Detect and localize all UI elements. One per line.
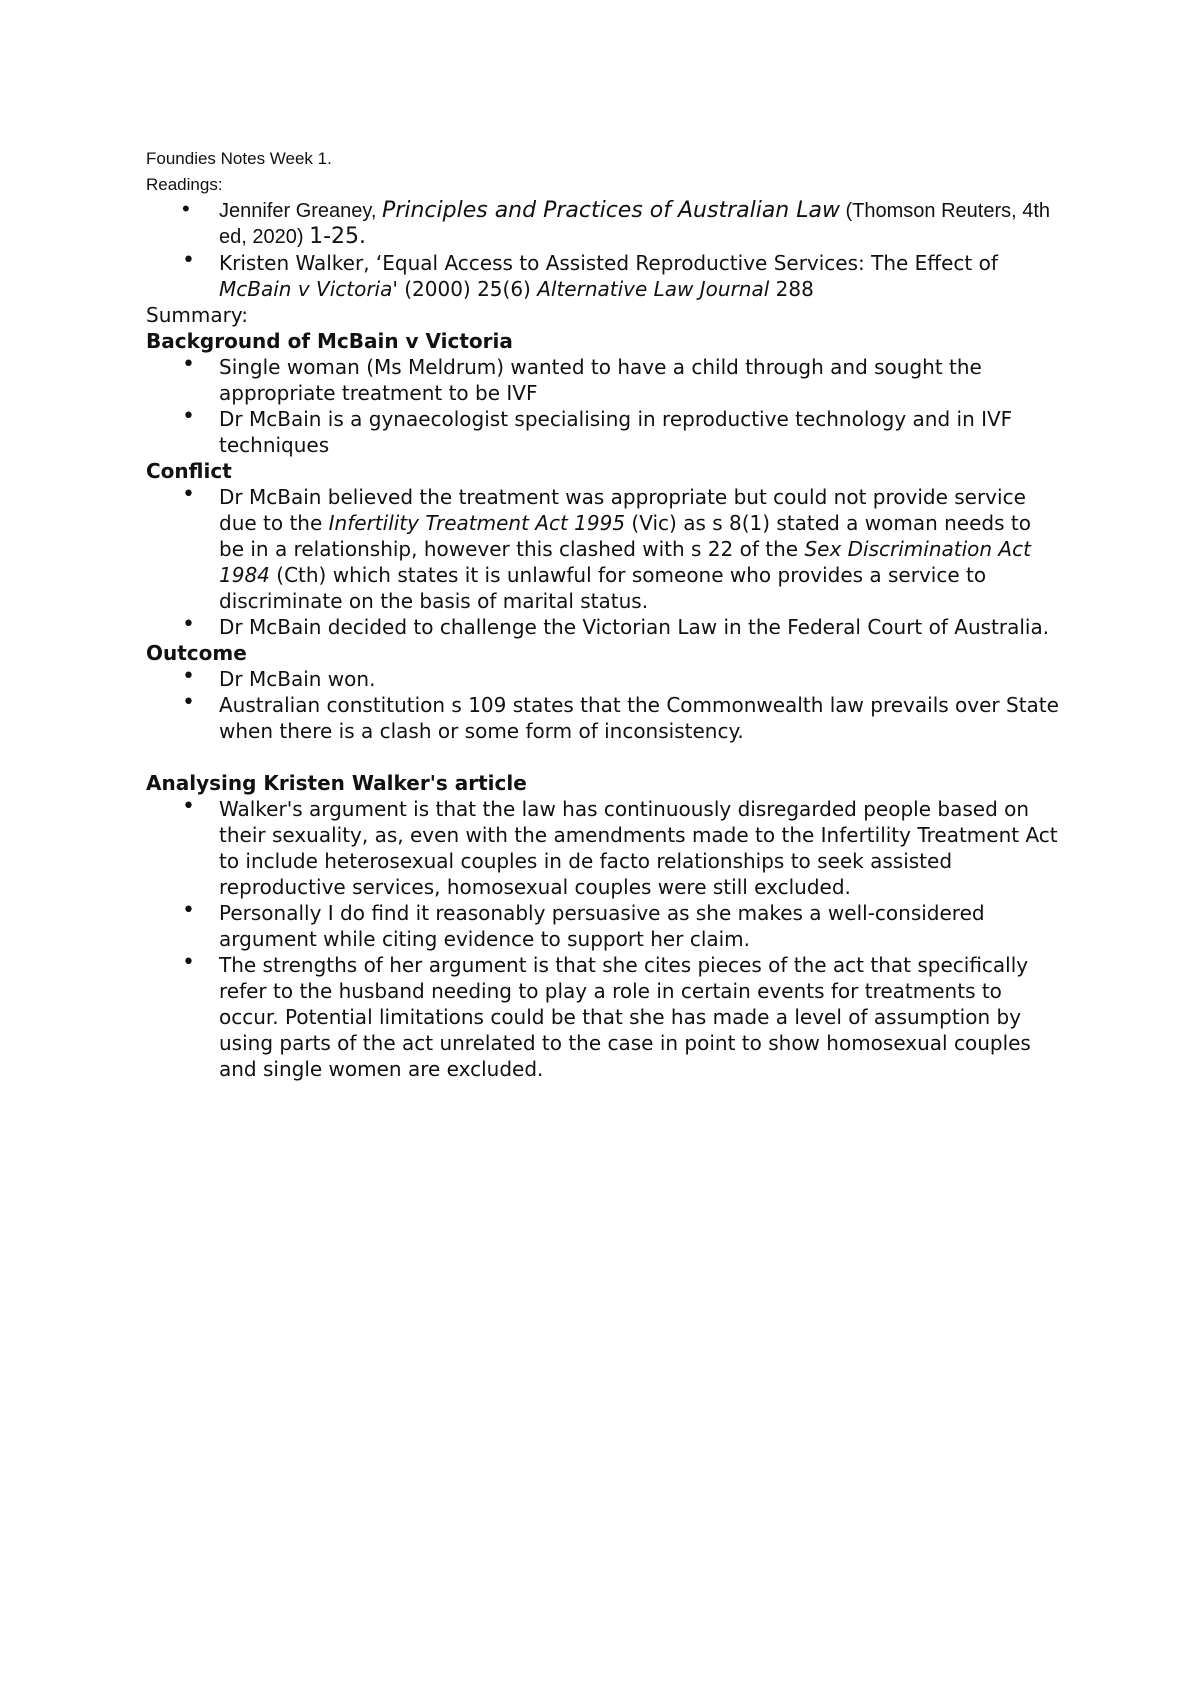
- conflict-act-sex-discrimination: Sex Discrimination Act 1984: [219, 537, 1031, 587]
- list-item: [146, 484, 1060, 614]
- conflict-text-a: Dr McBain believed the treatment was appropriate but could not provide service due to the: [219, 485, 1026, 535]
- analysis-heading: Analysing Kristen Walker's article: [146, 771, 527, 795]
- blank-line: [146, 744, 1060, 770]
- outcome-list: [146, 666, 1060, 744]
- background-list: [146, 354, 1060, 458]
- list-item: [146, 952, 1060, 1082]
- bullet-text: Dr McBain won.: [219, 667, 376, 691]
- reading-item-greaney: [146, 198, 1060, 250]
- reading-walker-prefix: Kristen Walker, ‘Equal Access to Assisted Reproductive Services: The Effect of: [219, 251, 998, 275]
- bullet-icon: •: [182, 352, 195, 377]
- bullet-icon: •: [182, 664, 195, 689]
- background-heading: Background of McBain v Victoria: [146, 329, 513, 353]
- reading-author: Jennifer Greaney,: [219, 200, 383, 222]
- conflict-text-b: (Vic) as s 8(1) stated a woman needs to be in a relationship, however this clashed with s 22 of the: [219, 511, 1031, 561]
- list-item: [146, 406, 1060, 458]
- bullet-text: Dr McBain decided to challenge the Victorian Law in the Federal Court of Australia.: [219, 615, 1050, 639]
- outcome-heading: Outcome: [146, 641, 247, 665]
- bullet-text: Personally I do find it reasonably persuasive as she makes a well-considered argument while citing evidence to support her claim.: [219, 901, 985, 951]
- summary-label: Summary:: [146, 303, 248, 327]
- readings-list: [146, 198, 1060, 302]
- reading-book-title: Principles and Practices of Australian Law: [382, 198, 840, 223]
- list-item: [146, 666, 1060, 692]
- bullet-text: Dr McBain is a gynaecologist specialising in reproductive technology and in IVF techniques: [219, 407, 1013, 457]
- document-title: Foundies Notes Week 1.: [146, 149, 332, 168]
- bullet-icon: •: [182, 794, 195, 819]
- bullet-icon: •: [182, 404, 195, 429]
- reading-walker-journal: Alternative Law Journal: [537, 277, 770, 301]
- bullet-icon: •: [182, 482, 195, 507]
- list-item: [146, 900, 1060, 952]
- reading-pages: 1-25.: [309, 224, 367, 249]
- bullet-text: The strengths of her argument is that she cites pieces of the act that specifically refer to the husband needing to play a role in certain events for treatments to occur. Potential limitations could be that she has made a level of assumption by using parts of the act unrelated to the case in point to show homosexual couples and single women are excluded.: [219, 953, 1031, 1081]
- bullet-text: Single woman (Ms Meldrum) wanted to have a child through and sought the appropriate treatment to be IVF: [219, 355, 982, 405]
- bullet-icon: •: [182, 950, 195, 975]
- conflict-list: [146, 484, 1060, 640]
- reading-item-walker: [146, 250, 1060, 302]
- reading-walker-suffix: 288: [769, 277, 814, 301]
- reading-walker-mid: (2000) 25(6): [397, 277, 538, 301]
- bullet-icon: •: [182, 196, 190, 221]
- bullet-text: Australian constitution s 109 states that the Commonwealth law prevails over State when there is a clash or some form of inconsistency.: [219, 693, 1059, 743]
- bullet-icon: •: [182, 898, 195, 923]
- conflict-heading: Conflict: [146, 459, 232, 483]
- list-item: [146, 692, 1060, 744]
- readings-label: Readings:: [146, 175, 223, 194]
- bullet-text: Walker's argument is that the law has continuously disregarded people based on their sexuality, as, even with the amendments made to the Infertility Treatment Act to include heterosexual couples in de facto relationships to seek assisted reproductive services, homosexual couples were still excluded.: [219, 797, 1058, 899]
- list-item: [146, 614, 1060, 640]
- bullet-icon: •: [182, 690, 195, 715]
- analysis-list: [146, 796, 1060, 1082]
- conflict-act-infertility: Infertility Treatment Act 1995: [328, 511, 626, 535]
- reading-publisher: (Thomson Reuters, 4th ed, 2020): [219, 200, 1051, 248]
- list-item: [146, 796, 1060, 900]
- bullet-icon: •: [182, 248, 195, 273]
- conflict-text-c: (Cth) which states it is unlawful for someone who provides a service to discriminate on the basis of marital status.: [219, 563, 987, 613]
- bullet-icon: •: [182, 612, 195, 637]
- reading-walker-case: McBain v Victoria': [219, 277, 398, 301]
- list-item: [146, 354, 1060, 406]
